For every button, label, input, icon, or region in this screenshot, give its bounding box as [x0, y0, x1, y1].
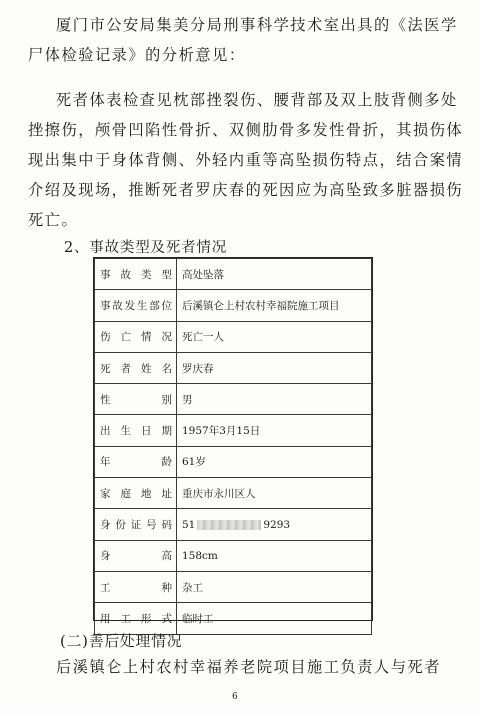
- row-label: 身份证号码: [95, 509, 177, 540]
- table-row: [95, 321, 372, 352]
- row-value: 男: [177, 384, 372, 415]
- id-prefix: 51: [182, 518, 196, 531]
- paragraph-line: 厦门市公安局集美分局刑事科学技术室出具的《法医学: [56, 16, 458, 34]
- paragraph-line: 死亡。: [28, 211, 79, 229]
- page-number: 6: [232, 692, 238, 702]
- row-label: 用工形式: [95, 603, 177, 634]
- row-value: 后溪镇仑上村农村幸福院施工项目: [177, 290, 372, 321]
- row-label: 出生日期: [95, 415, 177, 446]
- paragraph-line: 介绍及现场，推断死者罗庆春的死因应为高坠致多脏器损伤: [28, 181, 464, 199]
- row-value: 61岁: [177, 446, 372, 477]
- table-row: [95, 384, 372, 415]
- table-row: [95, 478, 372, 509]
- paragraph-line: 尸体检验记录》的分析意见：: [28, 46, 246, 64]
- info-table: [93, 257, 373, 625]
- paragraph-line: 死者体表检查见枕部挫裂伤、腰背部及双上肢背侧多处: [56, 91, 458, 109]
- table-row: [95, 415, 372, 446]
- row-value: [177, 509, 372, 540]
- row-value: 高处坠落: [177, 259, 372, 290]
- table-row: [95, 540, 372, 571]
- row-value: 杂工: [177, 571, 372, 602]
- id-suffix: 9293: [263, 518, 291, 531]
- table-row: [95, 509, 372, 540]
- row-label: 伤亡情况: [95, 321, 177, 352]
- paragraph-line: 现出集中于身体背侧、外轻内重等高坠损伤特点，结合案情: [28, 151, 464, 169]
- row-value: 重庆市永川区人: [177, 478, 372, 509]
- row-label: 事故类型: [95, 259, 177, 290]
- row-label: 家庭地址: [95, 478, 177, 509]
- row-label: 身高: [95, 540, 177, 571]
- redaction-block: [197, 520, 261, 530]
- table-row: [95, 290, 372, 321]
- row-label: 性别: [95, 384, 177, 415]
- row-value: 1957年3月15日: [177, 415, 372, 446]
- row-label: 事故发生部位: [95, 290, 177, 321]
- paragraph-line: 后溪镇仑上村农村幸福养老院项目施工负责人与死者: [56, 658, 441, 676]
- row-value: 死亡一人: [177, 321, 372, 352]
- row-value: 罗庆春: [177, 352, 372, 383]
- paragraph-line: 挫擦伤，颅骨凹陷性骨折、双侧肋骨多发性骨折，其损伤体: [28, 121, 464, 139]
- row-label: 年龄: [95, 446, 177, 477]
- section-heading: 2、事故类型及死者情况: [64, 240, 228, 256]
- table-row: [95, 571, 372, 602]
- table-row: [95, 352, 372, 383]
- subsection-heading: (二)善后处理情况: [60, 633, 183, 650]
- row-value: 158cm: [177, 540, 372, 571]
- table-row: [95, 259, 372, 290]
- table-row: [95, 446, 372, 477]
- row-label: 死者姓名: [95, 352, 177, 383]
- row-value: 临时工: [177, 603, 372, 634]
- row-label: 工种: [95, 571, 177, 602]
